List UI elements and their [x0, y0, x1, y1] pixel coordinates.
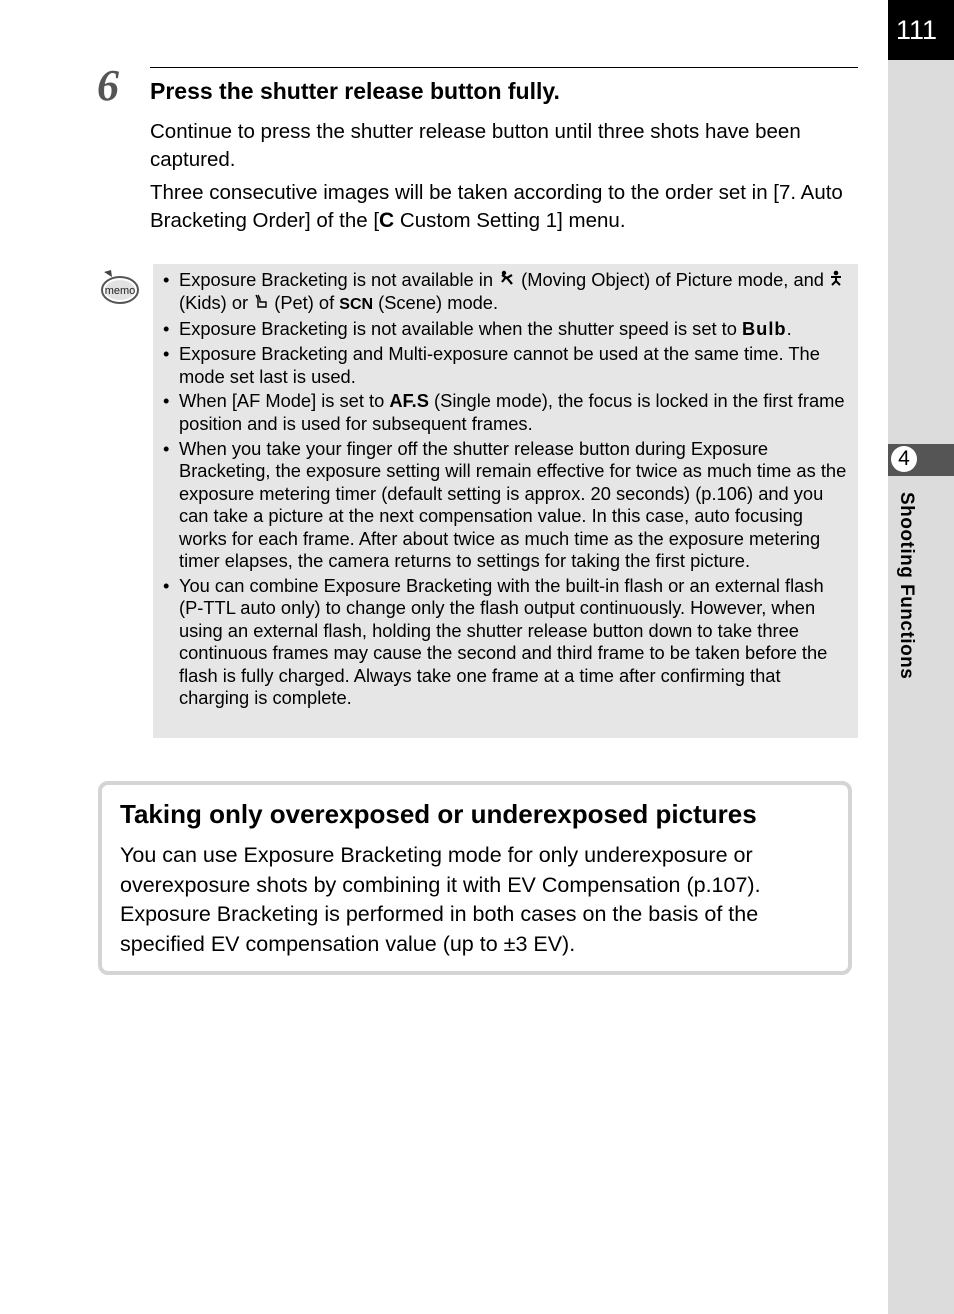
memo-item: • You can combine Exposure Bracketing with the built-in flash or an external flash (P-TTL auto only) to change only the flash output continuously. However, when using an external flash, holding the shutter release button down to take three continuous frames may cause the second and third frame to be taken before the flash is fully charged. Always take one frame at a time after confirming that charging is complete. — [179, 575, 848, 710]
step-paragraph-2: Three consecutive images will be taken according to the order set in [7. Auto Bracketing Order] of the [C Custom Setting 1] menu. — [150, 181, 843, 232]
chapter-number: 4 — [891, 446, 917, 472]
af-single-mode-label: AF.S — [389, 390, 429, 412]
bulb-mode-label: Bulb — [741, 318, 787, 340]
memo-item: • When you take your finger off the shutter release button during Exposure Bracketing, the exposure setting will remain effective for twice as much time as the exposure metering timer (default setting is approx. 20 seconds) (p.106) and you can take a picture at the next compensation value. In this case, auto focusing works for each frame. After about twice as much time as the exposure metering timer elapses, the camera returns to settings for taking the first picture. — [179, 438, 848, 573]
svg-text:memo: memo — [104, 285, 136, 297]
pet-icon — [253, 293, 269, 309]
callout-title: Taking only overexposed or underexposed pictures — [120, 799, 757, 829]
memo-item: • Exposure Bracketing is not available in (Moving Object) of Picture mode, and (Kids) or (Pet) of SCN (Scene) mode. — [179, 269, 848, 316]
callout-text: You can use Exposure Bracketing mode for only underexposure or overexposure shots by combining it with EV Compensation (p.107). Exposure Bracketing is performed in both cases on the basis of the specified EV compensation value (up to ±3 EV). — [120, 843, 761, 957]
memo-item: • When [AF Mode] is set to AF.S (Single mode), the focus is locked in the first frame position and is used for subsequent frames. — [179, 390, 848, 435]
chapter-label: Shooting Functions — [896, 492, 917, 680]
custom-menu-c-icon: C — [379, 209, 395, 232]
page-number: 111 — [888, 0, 954, 60]
memo-item: • Exposure Bracketing and Multi-exposure cannot be used at the same time. The mode set last is used. — [179, 343, 848, 388]
moving-object-icon — [498, 270, 516, 286]
step-paragraph-1: Continue to press the shutter release button until three shots have been captured. — [150, 120, 801, 171]
memo-icon — [98, 268, 140, 308]
memo-item: • Exposure Bracketing is not available when the shutter speed is set to Bulb. — [179, 318, 848, 341]
memo-box — [153, 264, 858, 738]
step-title: Press the shutter release button fully. — [150, 78, 560, 104]
step-number: 6 — [97, 61, 119, 110]
memo-list — [153, 264, 858, 710]
tip-callout-box — [98, 781, 852, 975]
step-divider — [150, 67, 858, 68]
scene-mode-icon: SCN — [339, 295, 374, 313]
kids-icon — [829, 270, 843, 286]
